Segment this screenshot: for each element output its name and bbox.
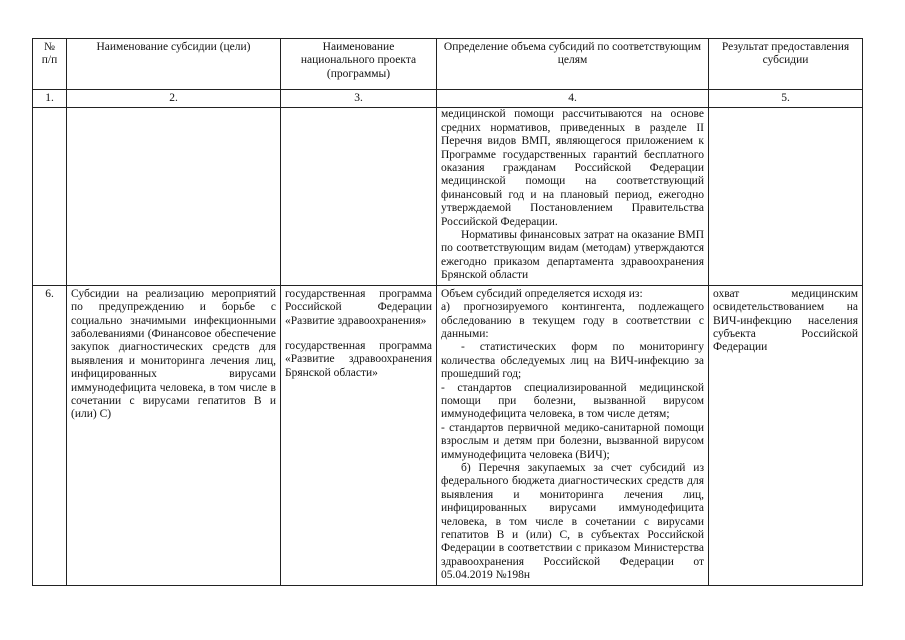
numbering-cell: 4. (437, 90, 709, 108)
subsidy-volume-cell (437, 285, 709, 585)
header-number: № п/п (33, 39, 67, 90)
header-subsidy-name: Наименование субсидии (цели) (67, 39, 281, 90)
header-result: Результат предоставления субсидии (709, 39, 863, 90)
numbering-row (33, 90, 863, 108)
volume-paragraph: медицинской помощи рассчитываются на основе средних нормативов, приведенных в разделе II Перечня видов ВМП, являющегося приложением к Программе государственных гарантий бесплатного оказания гражданам Российской Федерации медицинской помощи на соответствующий финансовый год и на плановый период, ежегодно утверждаемой Постановлением Правительства Российской Федерации. (441, 108, 704, 228)
program-name: государственная программа «Развитие здравоохранения Брянской области» (285, 339, 432, 379)
numbering-cell: 5. (709, 90, 863, 108)
header-national-project: Наименование национального проекта (программы) (281, 39, 437, 90)
subsidy-name: Субсидии на реализацию мероприятий по предупреждению и борьбе с социально значимыми инфекционными заболеваниями (Финансовое обеспечение закупок диагностических средств для выявления и мониторинга лечения лиц, инфицированных вирусами иммунодефицита человека, в том числе в сочетании с вирусами гепатитов В и (или) С) (71, 287, 276, 421)
table-row-continued (33, 108, 863, 285)
numbering-cell: 1. (33, 90, 67, 108)
empty-cell (281, 108, 437, 285)
numbering-cell: 3. (281, 90, 437, 108)
empty-cell (33, 108, 67, 285)
subsidy-table (32, 38, 863, 586)
result-text: охват медицинским освидетельствованием на ВИЧ-инфекцию населения субъекта Российской Федерации (713, 287, 858, 354)
volume-paragraph: б) Перечня закупаемых за счет субсидий из федерального бюджета диагностических средств для выявления и мониторинга лечения лиц, инфицированных вирусами иммунодефицита человека, в том числе в сочетании с вирусами гепатитов В и (или) С, в субъектах Российской Федерации в соответствии с приказом Министерства здравоохранения Российской Федерации от 05.04.2019 №198н (441, 461, 704, 582)
empty-cell (709, 108, 863, 285)
result-cell (709, 285, 863, 585)
national-project-cell (281, 285, 437, 585)
numbering-cell: 2. (67, 90, 281, 108)
empty-cell (67, 108, 281, 285)
header-subsidy-volume: Определение объема субсидий по соответствующим целям (437, 39, 709, 90)
row-number: 6. (33, 285, 67, 585)
volume-paragraph: - стандартов специализированной медицинской помощи при болезни, вызванной вирусом иммунодефицита человека, в том числе детям; (441, 381, 704, 421)
volume-paragraph: а) прогнозируемого контингента, подлежащего обследованию в текущем году в соответствии с данными: (441, 301, 704, 340)
header-row (33, 39, 863, 90)
subsidy-name-cell (67, 285, 281, 585)
program-name: государственная программа Российской Федерации «Развитие здравоохранения» (285, 287, 432, 327)
volume-paragraph: Объем субсидий определяется исходя из: (441, 287, 643, 300)
volume-paragraph: - стандартов первичной медико-санитарной помощи взрослым и детям при болезни, вызванной вирусом иммунодефицита человека (ВИЧ); (441, 421, 704, 461)
subsidy-volume-cell (437, 108, 709, 285)
table-row-6 (33, 285, 863, 585)
volume-paragraph: Нормативы финансовых затрат на оказание ВМП по соответствующим видам (методам) утверждаются ежегодно приказом департамента здравоохранения Брянской области (441, 229, 704, 282)
volume-paragraph: - статистических форм по мониторингу количества обследуемых лиц на ВИЧ-инфекцию за прошедший год; (441, 341, 704, 381)
